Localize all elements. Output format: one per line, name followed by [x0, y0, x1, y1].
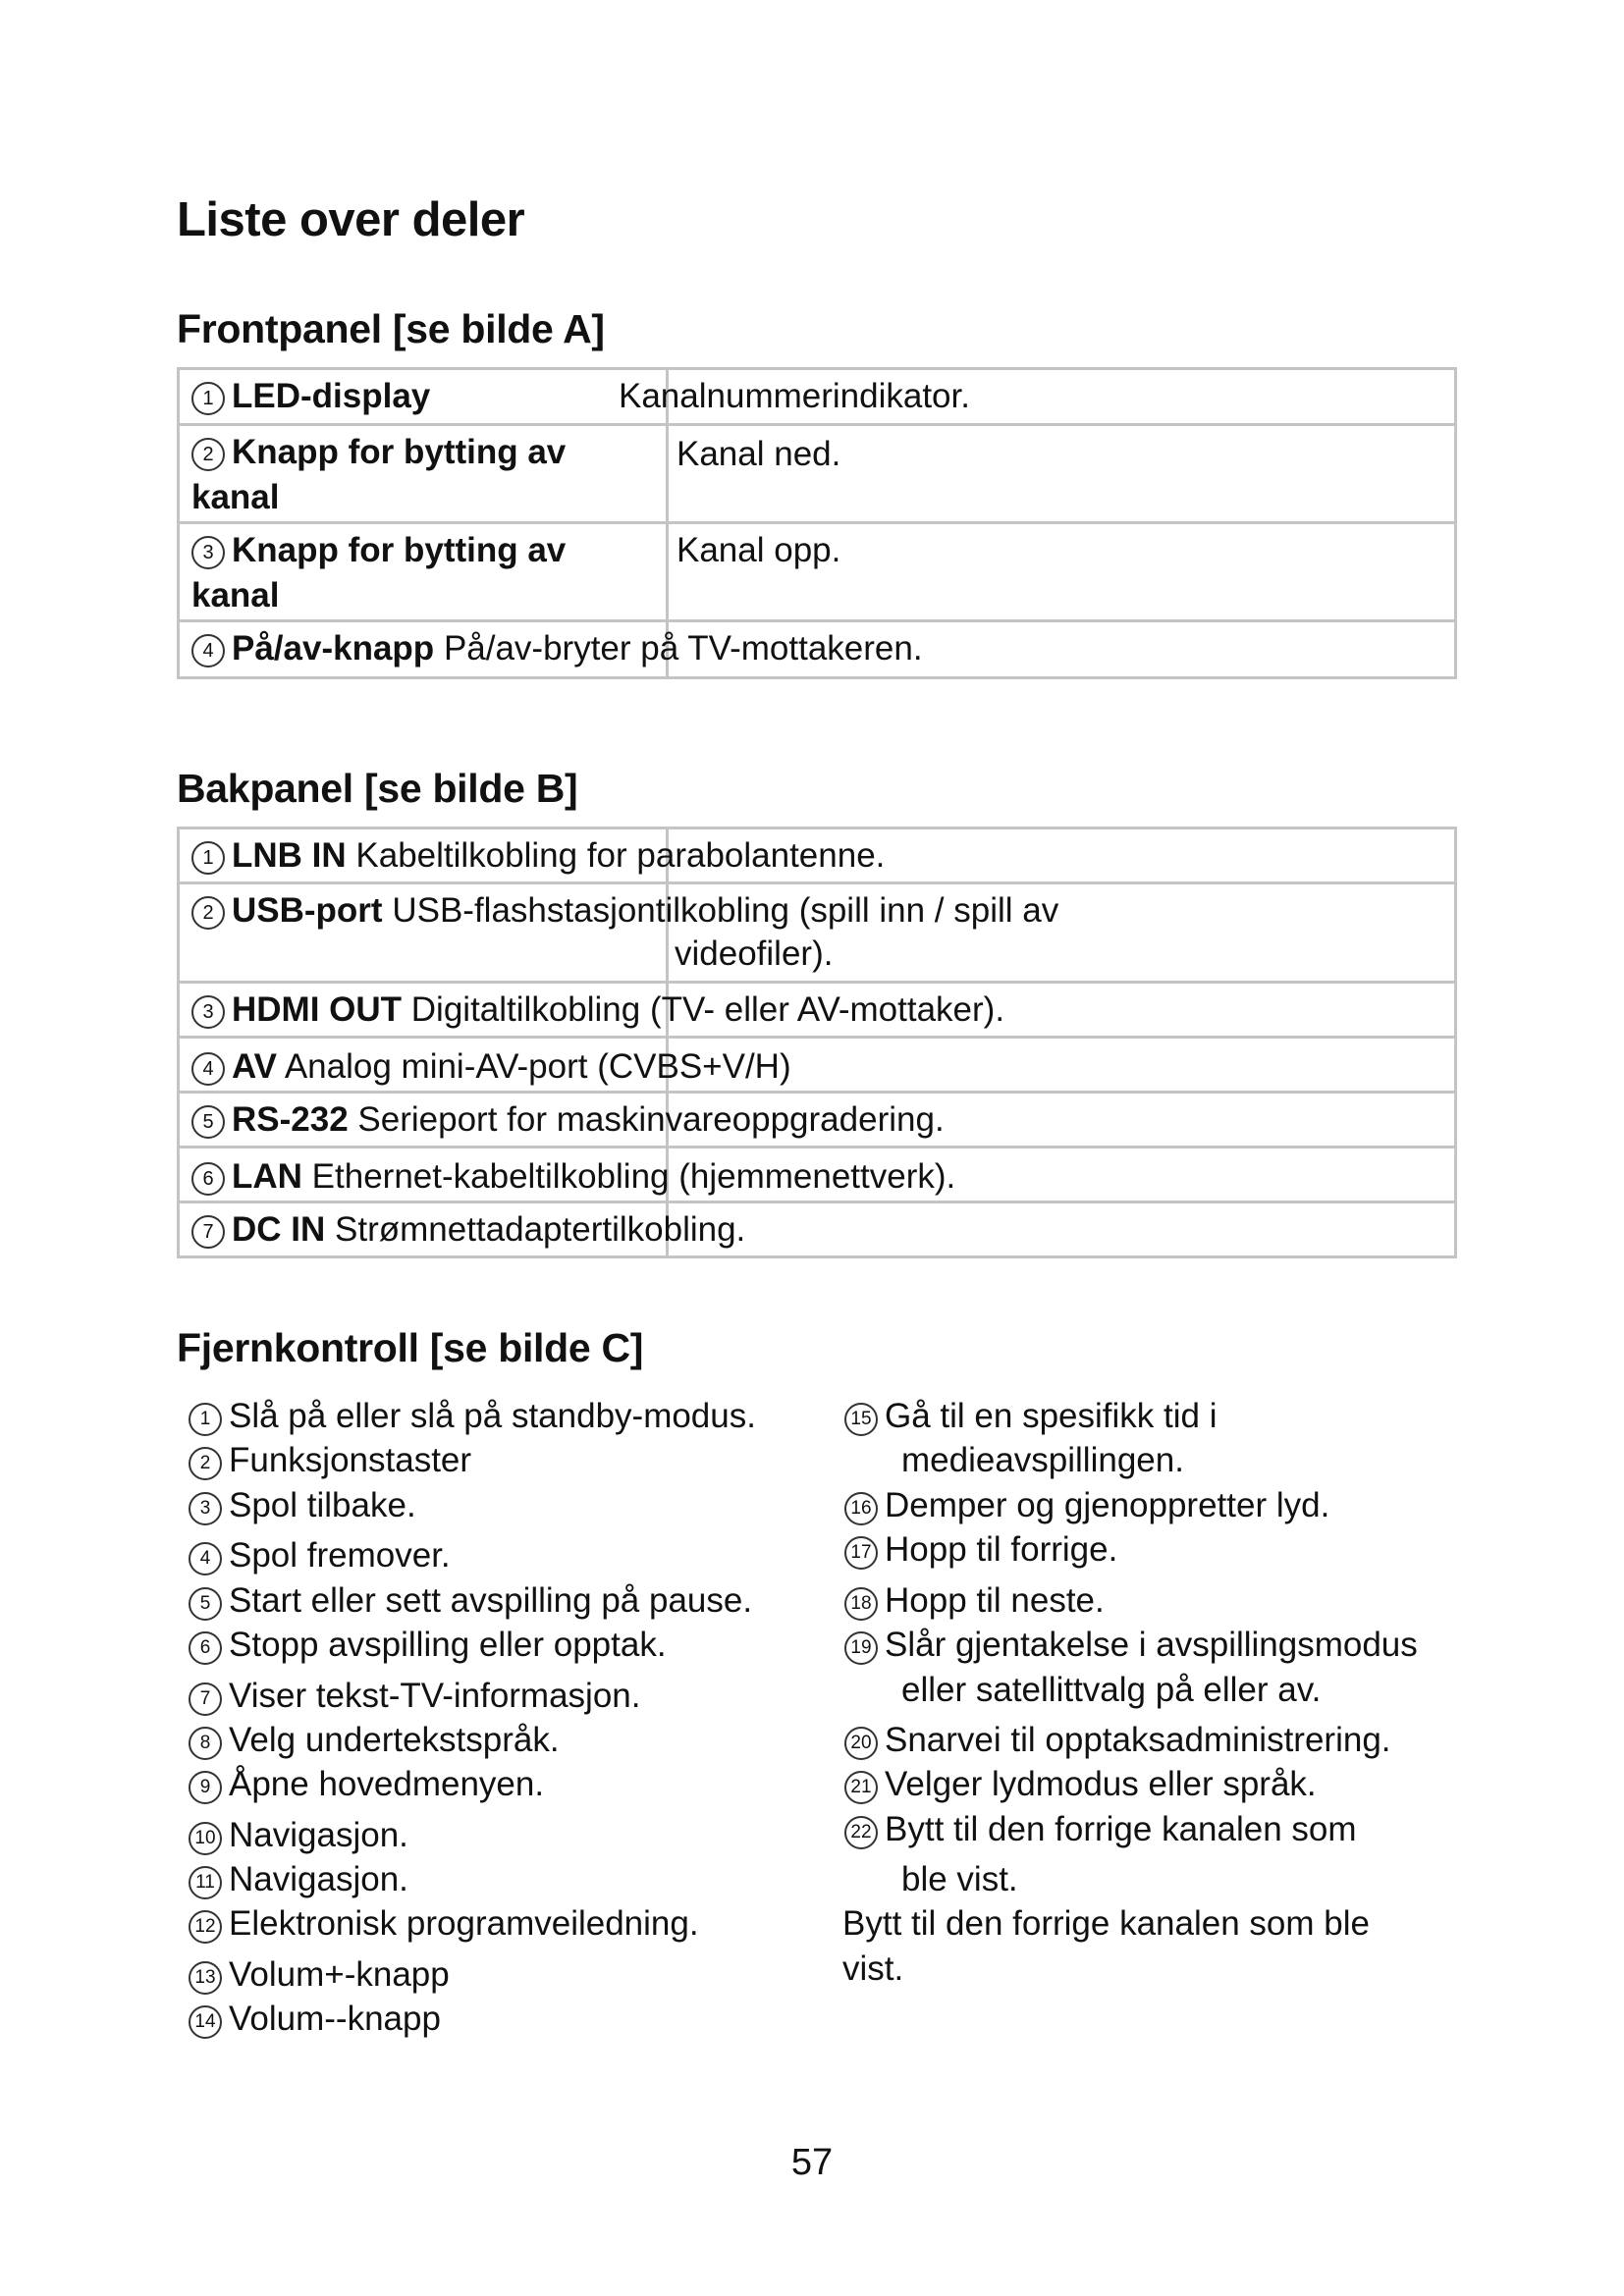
list-item [189, 1483, 416, 1528]
table-row [180, 426, 1454, 524]
table-row [180, 1148, 1454, 1203]
remote-heading: Fjernkontroll [se bilde C] [177, 1325, 644, 1370]
part-description: Kanalnummerindikator. [619, 377, 970, 415]
number-badge: 7 [191, 1215, 225, 1249]
number-badge: 9 [189, 1771, 222, 1804]
back-panel-table [177, 827, 1457, 1258]
table-row [180, 1094, 1454, 1148]
number-badge: 6 [191, 1162, 225, 1196]
list-item-text: Viser tekst-TV-informasjon. [229, 1677, 641, 1715]
part-name: LAN [232, 1157, 302, 1196]
part-name: Knapp for bytting av kanal [191, 531, 567, 614]
number-badge: 20 [844, 1727, 878, 1760]
number-badge: 11 [189, 1866, 222, 1899]
list-item-text: Demper og gjenoppretter lyd. [885, 1486, 1330, 1524]
table-row [180, 884, 1454, 984]
list-item [844, 1807, 1357, 1852]
list-item-text: Bytt til den forrige kanalen som [885, 1810, 1357, 1848]
part-description: Kanal ned. [677, 435, 841, 473]
extra-line: Bytt til den forrige kanalen som ble [842, 1904, 1370, 1943]
list-item-text: Spol fremover. [229, 1536, 451, 1575]
list-item-text: Volum--knapp [229, 2000, 441, 2038]
number-badge: 19 [844, 1631, 878, 1665]
list-item [189, 1623, 667, 1668]
part-description: Kabeltilkobling for parabolantenne. [355, 836, 886, 875]
number-badge: 1 [191, 382, 225, 415]
part-description-continued: videofiler). [675, 934, 834, 973]
list-item [189, 1674, 641, 1719]
number-badge: 3 [191, 536, 225, 569]
list-item-text: Funksjonstaster [229, 1441, 472, 1479]
list-item [189, 1438, 471, 1483]
list-item-text: Slår gjentakelse i avspillingsmodus [885, 1626, 1418, 1664]
number-badge: 16 [844, 1492, 878, 1525]
part-name: På/av-knapp [232, 629, 435, 667]
number-badge: 4 [191, 634, 225, 667]
list-item-text: Spol tilbake. [229, 1486, 416, 1524]
table-row [180, 370, 1454, 426]
list-item [189, 1901, 699, 1947]
list-item [189, 1394, 756, 1439]
list-item [844, 1718, 1391, 1763]
table-row [180, 1203, 1454, 1255]
page-title: Liste over deler [177, 193, 525, 246]
list-item [189, 1578, 752, 1624]
list-item [189, 1952, 450, 1998]
list-item-text: Gå til en spesifikk tid i [885, 1397, 1218, 1435]
number-badge: 5 [191, 1105, 225, 1139]
list-item-text: Hopp til neste. [885, 1581, 1105, 1620]
part-name: RS-232 [232, 1100, 349, 1139]
number-badge: 2 [189, 1447, 222, 1480]
part-description: Digitaltilkobling (TV- eller AV-mottaker). [410, 990, 1005, 1029]
list-item [844, 1578, 1105, 1624]
part-description: På/av-bryter på TV-mottakeren. [443, 629, 923, 667]
number-badge: 17 [844, 1536, 878, 1570]
list-item [844, 1623, 1418, 1668]
number-badge: 4 [189, 1542, 222, 1575]
list-item [189, 1533, 451, 1578]
number-badge: 2 [191, 896, 225, 930]
back-panel-heading: Bakpanel [se bilde B] [177, 766, 578, 811]
front-panel-heading: Frontpanel [se bilde A] [177, 306, 605, 351]
list-item-text: Snarvei til opptaksadministrering. [885, 1721, 1391, 1759]
part-name: DC IN [232, 1210, 326, 1249]
list-item-text: Navigasjon. [229, 1860, 408, 1898]
list-item [189, 1997, 441, 2042]
part-name: LED-display [232, 377, 431, 415]
part-name: Knapp for bytting av kanal [191, 433, 567, 516]
number-badge: 21 [844, 1771, 878, 1804]
part-description: Kanal opp. [677, 531, 841, 569]
number-badge: 1 [191, 841, 225, 875]
list-item-text: Stopp avspilling eller opptak. [229, 1626, 667, 1664]
part-name: USB-port [232, 891, 383, 930]
list-item-text: Elektronisk programveiledning. [229, 1904, 699, 1943]
list-item-text: Start eller sett avspilling på pause. [229, 1581, 753, 1620]
part-description: Analog mini-AV-port (CVBS+V/H) [284, 1047, 791, 1086]
list-item-continued: ble vist. [901, 1860, 1018, 1898]
list-item-text: Åpne hovedmenyen. [229, 1765, 545, 1803]
table-row [180, 622, 1454, 676]
list-item [844, 1527, 1117, 1573]
number-badge: 3 [191, 995, 225, 1029]
part-description: USB-flashstasjontilkobling (spill inn / spill av [392, 891, 1059, 930]
part-description: Serieport for maskinvareoppgradering. [357, 1100, 945, 1139]
number-badge: 15 [844, 1403, 878, 1436]
part-description: Ethernet-kabeltilkobling (hjemmenettverk). [311, 1157, 956, 1196]
number-badge: 1 [189, 1403, 222, 1436]
number-badge: 18 [844, 1587, 878, 1621]
part-description: Strømnettadaptertilkobling. [335, 1210, 746, 1249]
table-row [180, 1039, 1454, 1094]
list-item [189, 1762, 544, 1807]
page-number: 57 [790, 2142, 834, 2183]
list-item [844, 1762, 1317, 1807]
remote-extra-text [842, 1901, 1370, 1992]
number-badge: 13 [189, 1961, 222, 1995]
part-name: AV [232, 1047, 278, 1086]
number-badge: 12 [189, 1910, 222, 1944]
part-name: LNB IN [232, 836, 347, 875]
table-row [180, 984, 1454, 1039]
front-panel-table [177, 367, 1457, 679]
list-item [189, 1813, 408, 1858]
number-badge: 14 [189, 2005, 222, 2039]
extra-line: vist. [842, 1949, 904, 1988]
part-name: HDMI OUT [232, 990, 403, 1029]
list-item-text: Hopp til forrige. [885, 1530, 1118, 1569]
list-item-continued: eller satellittvalg på eller av. [901, 1671, 1322, 1709]
list-item-text: Volum+-knapp [229, 1955, 450, 1994]
table-row [180, 829, 1454, 884]
list-item-text: Velger lydmodus eller språk. [885, 1765, 1317, 1803]
number-badge: 7 [189, 1682, 222, 1716]
number-badge: 5 [189, 1587, 222, 1621]
list-item [189, 1718, 560, 1763]
number-badge: 6 [189, 1631, 222, 1665]
list-item [844, 1483, 1329, 1528]
list-item-text: Navigasjon. [229, 1816, 408, 1854]
list-item [189, 1857, 408, 1902]
number-badge: 4 [191, 1052, 225, 1086]
number-badge: 10 [189, 1822, 222, 1855]
number-badge: 22 [844, 1816, 878, 1849]
list-item-text: Velg undertekstspråk. [229, 1721, 560, 1759]
list-item [844, 1394, 1217, 1439]
list-item-continued: medieavspillingen. [901, 1441, 1184, 1479]
number-badge: 2 [191, 438, 225, 471]
number-badge: 3 [189, 1492, 222, 1525]
table-row [180, 524, 1454, 622]
list-item-text: Slå på eller slå på standby-modus. [229, 1397, 756, 1435]
number-badge: 8 [189, 1727, 222, 1760]
